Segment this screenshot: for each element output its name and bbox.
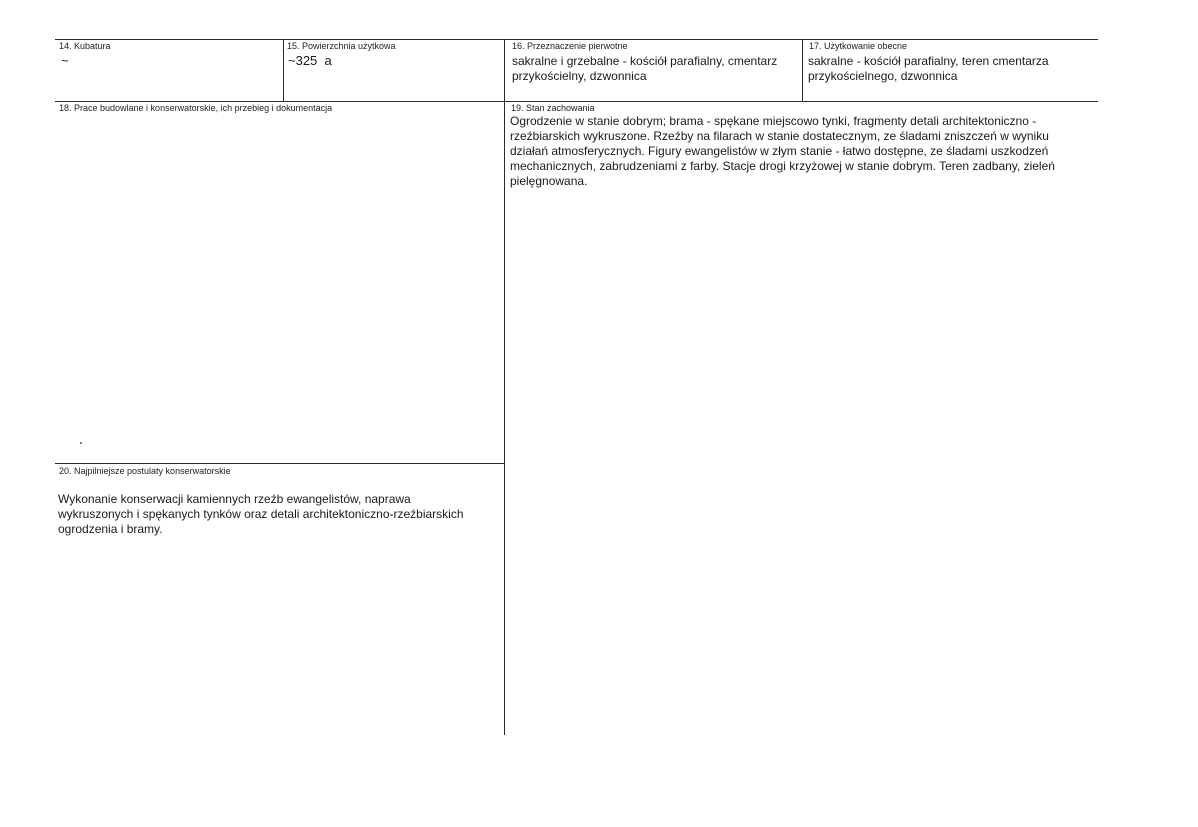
field-17-label: 17. Użytkowanie obecne: [809, 41, 908, 51]
field-16-label: 16. Przeznaczenie pierwotne: [512, 41, 628, 51]
field-19-value: Ogrodzenie w stanie dobrym; brama - spękane miejscowo tynki, fragmenty detali architektoniczno - rzeźbiarskich wykruszone. Rzeźby na filarach w stanie dostatecznym, ze śladami zniszczeń w wyniku działań atmosferycznych. Figury ewangelistów w złym stanie - łatwo dostępne, ze śladami uszkodzeń mechanicznych, zabrudzeniami z farby. Stacje drogi krzyżowej w stanie dobrym. Teren zadbany, zieleń pielęgnowana.: [510, 114, 1055, 188]
field-14-value: ~: [61, 53, 69, 68]
field-15-label: 15. Powierzchnia użytkowa: [287, 41, 396, 51]
field-14-label: 14. Kubatura: [59, 41, 111, 51]
row1-bottom-border: [55, 101, 1098, 102]
field-17-value: sakralne - kościół parafialny, teren cmentarza przykościelnego, dzwonnica: [808, 54, 1049, 83]
divider-16-17: [802, 39, 803, 101]
field-18-label: 18. Prace budowlane i konserwatorskie, ich przebieg i dokumentacja: [59, 103, 333, 113]
field-18-bottom-border: [55, 463, 505, 464]
field-16-value: sakralne i grzebalne - kościół parafialny, cmentarz przykościelny, dzwonnica: [512, 54, 778, 83]
table-top-border: [55, 39, 1098, 40]
field-20-value: Wykonanie konserwacji kamiennych rzeźb ewangelistów, naprawa wykruszonych i spękanych tynków oraz detali architektoniczno-rzeźbiarskich ogrodzenia i bramy.: [58, 492, 464, 536]
stray-mark: [80, 442, 82, 444]
field-19-label: 19. Stan zachowania: [511, 103, 595, 113]
divider-main: [504, 39, 505, 735]
field-15-value: ~325 a: [288, 53, 332, 68]
divider-14-15: [283, 39, 284, 101]
field-20-label: 20. Najpilniejsze postulaty konserwatorskie: [59, 466, 231, 476]
